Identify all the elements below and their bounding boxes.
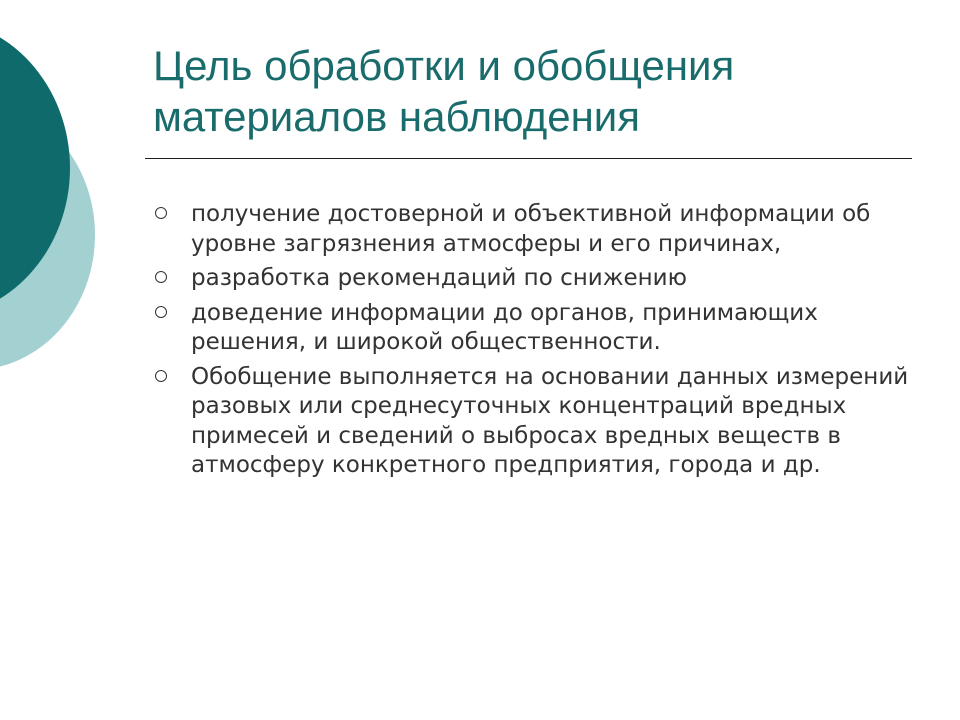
bullet-text: получение достоверной и объективной информации об уровне загрязнения атмосферы и его причинах, bbox=[191, 201, 871, 257]
hollow-circle-bullet-icon bbox=[155, 306, 167, 318]
hollow-circle-bullet-icon bbox=[155, 370, 167, 382]
bullet-item bbox=[155, 363, 915, 481]
bullet-item bbox=[155, 264, 915, 294]
bullet-text: разработка рекомендаций по снижению bbox=[191, 265, 687, 291]
bullet-text: Обобщение выполняется на основании данных измерений разовых или среднесуточных концентраций вредных примесей и сведений о выбросах вредных веществ в атмосферу конкретного предприятия, города и др. bbox=[191, 363, 909, 478]
bullet-item bbox=[155, 200, 915, 259]
bullet-text: доведение информации до органов, принимающих решения, и широкой общественности. bbox=[191, 299, 818, 355]
title-divider bbox=[145, 158, 912, 159]
slide-title: Цель обработки и обобщения материалов наблюдения bbox=[153, 42, 735, 140]
hollow-circle-bullet-icon bbox=[155, 271, 167, 283]
bullet-list bbox=[155, 200, 915, 486]
bullet-item bbox=[155, 299, 915, 358]
hollow-circle-bullet-icon bbox=[155, 207, 167, 219]
